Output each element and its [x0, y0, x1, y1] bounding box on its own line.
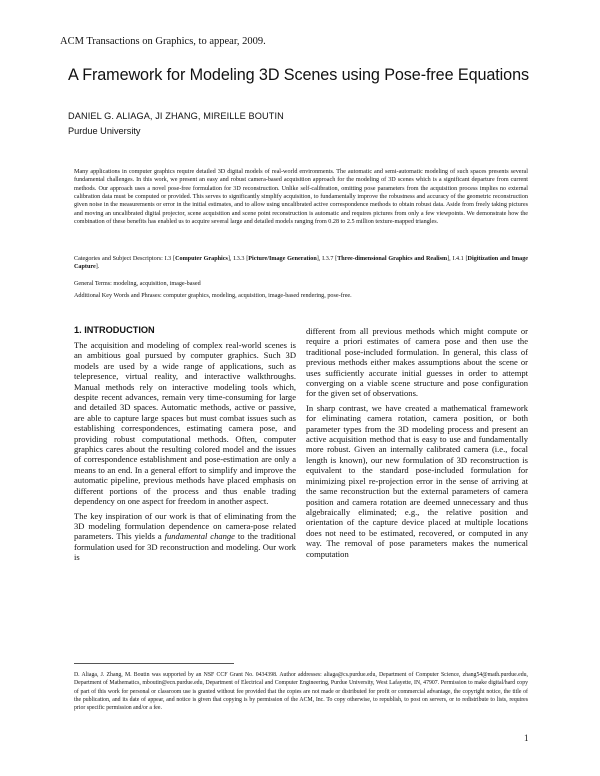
author-list: DANIEL G. ALIAGA, JI ZHANG, MIREILLE BOUTIN: [68, 111, 284, 121]
intro-paragraph-2: [74, 511, 296, 563]
left-column: [74, 340, 296, 563]
category-2: Picture/Image Generation: [248, 256, 317, 262]
intro-paragraph-2-end: to the traditional formulation used for 3D reconstruction and modeling. Our work is: [74, 531, 296, 563]
categories-sep-1: ], I.3.3 [: [227, 256, 249, 262]
emphasis-fundamental-change: fundamental change: [164, 531, 235, 542]
paper-title: A Framework for Modeling 3D Scenes using Pose-free Equations: [68, 66, 529, 84]
category-3: Three-dimensional Graphics and Realism: [337, 256, 448, 262]
general-terms: General Terms: modeling, acquisition, image-based: [74, 281, 201, 287]
intro-paragraph-4: In sharp contrast, we have created a mathematical framework for eliminating camera rotation, camera position, or both parameter types from the 3D modeling process and present an active acquisition method that is easy to use and fundamentally more robust. Given an internally calibrated camera (i.e., focal length is known), our new formulation of 3D reconstruction is equivalent to the standard pose-included formulation for minimizing pixel re-projection error in the sense of arriving at the same reconstruction but the external parameters of camera position and camera rotation are deemed unnecessary and thus algebraically eliminated; e.g., the relative position and orientation of the capture device placed at multiple locations does not need to be estimated, recovered, or computed in any way. The removal of pose parameters makes the numerical computation: [306, 402, 528, 559]
affiliation: Purdue University: [68, 126, 141, 136]
intro-paragraph-1: The acquisition and modeling of complex real-world scenes is an ambitious goal pursued by computer graphics. Such 3D models are used by a wide range of applications, such as telepresence, virtual reality, and interactive walkthroughs. Manual methods rely on interactive modeling tools which, despite recent advances, remain very time-consuming for large and detailed 3D spaces. Automatic methods, active or passive, are able to capture large spaces but must combat issues such as establishing correspondences, estimating camera pose, and providing robust computational methods. Often, computer graphics cares about the resulting colored model and the issues of correspondence establishment and pose-estimation are only a means to an end. In a general effort to simplify and improve the automatic pipeline, previous methods have placed emphasis on different portions of the process and thus enable trading dependency on one aspect for freedom in another aspect.: [74, 340, 296, 507]
section-heading-introduction: 1. INTRODUCTION: [74, 325, 155, 335]
intro-paragraph-2-start: The key inspiration of our work is that of eliminating from the 3D modeling formulation dependence on camera-pose related parameters. This yields a: [74, 510, 296, 542]
intro-paragraph-3: different from all previous methods which might compute or require a priori estimates of camera pose and then use the traditional pose-included formulation. In general, this class of previous methods either makes assumptions about the scene or uses sufficiently accurate initial guesses in order to attempt converging on a viable scene structure and pose configuration for the given set of observations.: [306, 326, 528, 399]
right-column: [306, 326, 528, 559]
page-number: 1: [524, 733, 529, 743]
running-header: ACM Transactions on Graphics, to appear, 2009.: [60, 36, 266, 47]
categories-prefix: Categories and Subject Descriptors: I.3 [: [74, 256, 176, 262]
categories-sep-2: ], I.3.7 [: [316, 256, 338, 262]
categories-suffix: ].: [95, 264, 100, 271]
footnote: D. Aliaga, J. Zhang, M. Boutin was supported by an NSF CCF Grant No. 0434398. Author addresses: aliaga@cs.purdue.edu, Department of Computer Science, zhang54@math.purdue.edu, Department of Mathematics, mboutin@ecn.purdue.edu, Department of Electrical and Computer Engineering, Purdue University, West Lafayette, IN, 47907. Permission to make digital/hard copy of part of this work for personal or classroom use is granted without fee provided that the copies are not made or distributed for profit or commercial advantage, the copyright notice, the title of the publication, and its date of appear, and notice is given that copying is by permission of the ACM, Inc. To copy otherwise, to republish, to post on servers, or to redistribute to lists, requires prior specific permission and/or a fee.: [74, 672, 528, 712]
footnote-divider: [74, 663, 234, 664]
category-4: Digitization and Image Capture: [74, 256, 529, 271]
categories-sep-3: ], I.4.1 [: [447, 256, 468, 262]
keywords: Additional Key Words and Phrases: computer graphics, modeling, acquisition, image-based rendering, pose-free.: [74, 293, 352, 299]
abstract: Many applications in computer graphics require detailed 3D digital models of real-world environments. The automatic and semi-automatic modeling of such spaces presents several fundamental challenges. In this work, we present an easy and robust camera-based acquisition approach for the modeling of 3D scenes which is a significant departure from current methods. Our approach uses a novel pose-free formulation for 3D reconstruction. Unlike self-calibration, omitting pose parameters from the acquisition process implies no external calibration data must be computed or provided. This serves to significantly simplify acquisition, to fundamentally improve the robustness and accuracy of the geometric reconstruction given noise in the measurements or error in the initial estimates, and to allow using uncalibrated active correspondence methods to obtain robust data. Aside from freely taking pictures and moving an uncalibrated digital projector, scene acquisition and scene point reconstruction is automatic and requires pictures from only a few viewpoints. We demonstrate how the combination of these benefits has enabled us to acquire several large and detailed models ranging from 0.28 to 2.5 million texture-mapped triangles.: [74, 169, 528, 226]
category-1: Computer Graphics: [175, 256, 228, 262]
categories-descriptors: [74, 255, 528, 272]
